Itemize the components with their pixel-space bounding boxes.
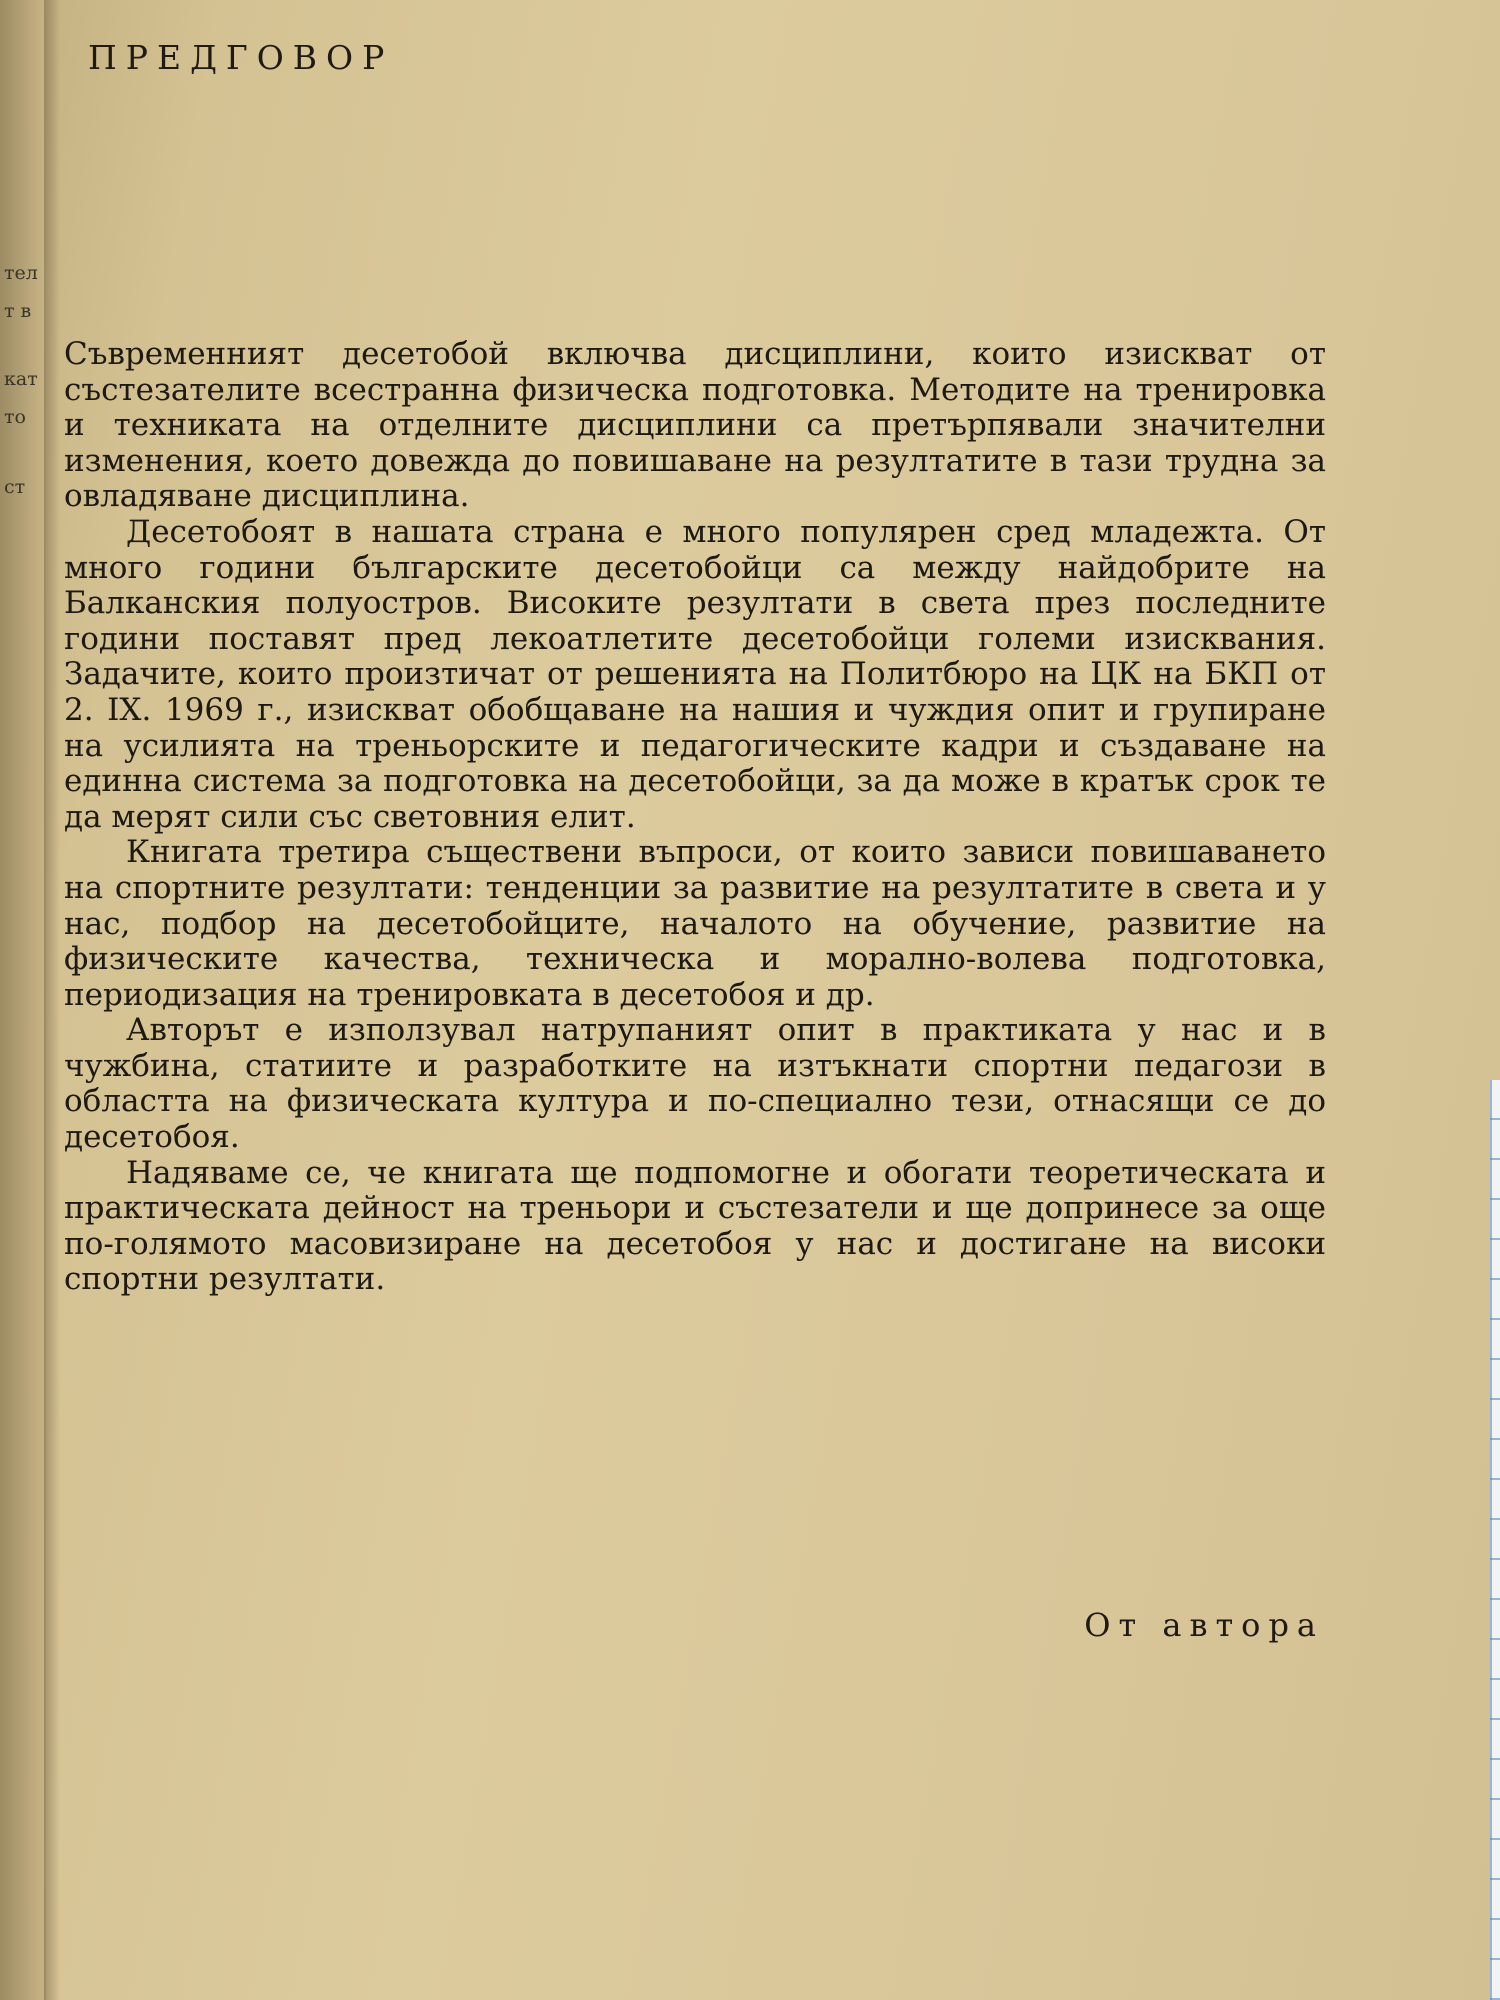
- preface-body: [64, 337, 1326, 1298]
- paragraph: Книгата третира съществени въпроси, от които зависи повишаването на спортните резултати: тенденции за развитие на резултатите в света и у нас, подбор на десетобойците, началото на обучение, развитие на физическите качества, техническа и морално-волева подготовка, периодизация на тренировката в десетобоя и др.: [64, 834, 1326, 1013]
- paragraph: Авторът е използувал натрупаният опит в практиката у нас и в чужбина, статиите и разработките на изтъкнати спортни педагози в областта на физическата култура и по-специално тези, отнасящи се до десетобоя.: [64, 1012, 1326, 1156]
- spine-shadow: [44, 0, 60, 2000]
- facing-page-fragment: ст: [4, 476, 26, 498]
- facing-page-edge: [0, 0, 46, 2000]
- page-title: ПРЕДГОВОР: [88, 38, 394, 77]
- paragraph: Съвременният десетобой включва дисциплини, които изискват от състезателите всестранна физическа подготовка. Методите на тренировка и техниката на отделните дисциплини са претърпявали значителни изменения, което довежда до повишаване на резултатите в тази трудна за овладяване дисциплина.: [64, 336, 1326, 515]
- paragraph: Десетобоят в нашата страна е много популярен сред младежта. От много години българските десетобойци са между найдобрите на Балканския полуостров. Високите резултати в света през последните години поставят пред лекоатлетите десетобойци големи изисквания. Задачите, които произтичат от решенията на Политбюро на ЦК на БКП от 2. IX. 1969 г., изискват обобщаване на нашия и чуждия опит и групиране на усилията на треньорските и педагогическите кадри и създаване на единна система за подготовка на десетобойци, за да може в кратък срок те да мерят сили със световния елит.: [64, 513, 1326, 835]
- graph-paper-edge: [1490, 1080, 1500, 2000]
- facing-page-fragment: тел: [4, 262, 38, 284]
- author-signature: От автора: [1084, 1606, 1324, 1644]
- facing-page-fragment: то: [4, 406, 26, 428]
- facing-page-fragment: кат: [4, 368, 38, 390]
- paragraph: Надяваме се, че книгата ще подпомогне и обогати теоретическата и практическата дейност на треньори и състезатели и ще допринесе за още по-голямото масовизиране на десетобоя у нас и достигане на високи спортни резултати.: [64, 1154, 1326, 1298]
- facing-page-fragment: т в: [4, 300, 32, 322]
- book-page: [60, 0, 1326, 2000]
